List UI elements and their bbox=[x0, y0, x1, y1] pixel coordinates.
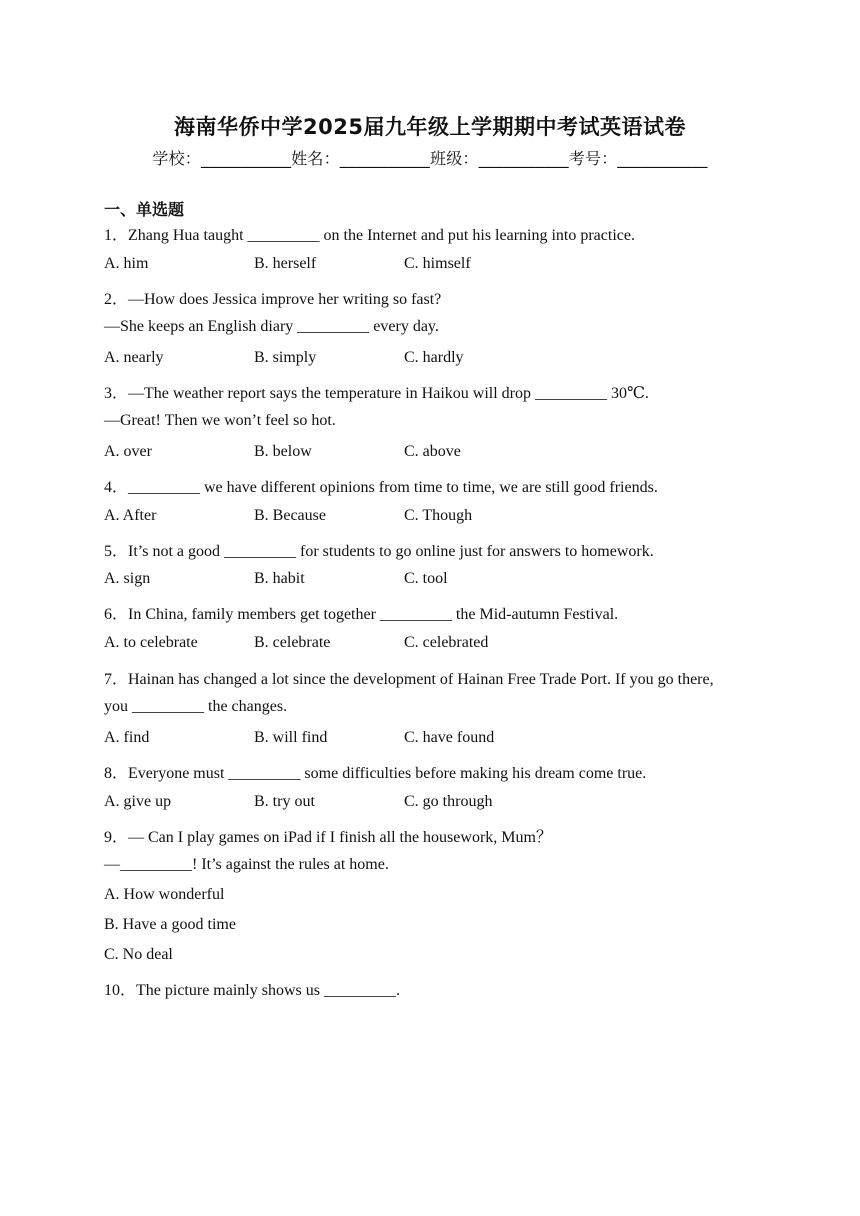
section-heading: 一、单选题 bbox=[104, 200, 185, 219]
question-8-option-a: A. give up bbox=[104, 793, 172, 810]
question-9-option-b: B. Have a good time bbox=[104, 916, 236, 933]
question-1-option-a: A. him bbox=[104, 255, 149, 272]
question-2-text-line2: —She keeps an English diary _________ every day. bbox=[104, 318, 439, 335]
question-4-option-c: C. Though bbox=[404, 507, 473, 524]
question-3-option-b: B. below bbox=[254, 443, 312, 460]
question-3-text: 3．—The weather report says the temperature in Haikou will drop _________ 30℃. bbox=[104, 385, 649, 402]
question-7-option-a: A. find bbox=[104, 729, 150, 746]
question-8-option-b: B. try out bbox=[254, 793, 315, 810]
question-3-option-a: A. over bbox=[104, 443, 152, 460]
question-10-text: 10．The picture mainly shows us _________. bbox=[104, 982, 400, 999]
question-5-option-b: B. habit bbox=[254, 570, 305, 587]
question-3-option-c: C. above bbox=[404, 443, 461, 460]
question-6-option-b: B. celebrate bbox=[254, 634, 331, 651]
question-3-text-line2: —Great! Then we won’t feel so hot. bbox=[104, 412, 336, 429]
question-7-text: 7．Hainan has changed a lot since the development of Hainan Free Trade Port. If you go there, bbox=[104, 671, 714, 688]
question-6-text: 6．In China, family members get together _________ the Mid-autumn Festival. bbox=[104, 606, 619, 623]
question-1-option-b: B. herself bbox=[254, 255, 317, 272]
question-1-text: 1．Zhang Hua taught _________ on the Internet and put his learning into practice. bbox=[104, 227, 635, 244]
question-2-option-a: A. nearly bbox=[104, 349, 164, 366]
page-title: 海南华侨中学2025届九年级上学期期中考试英语试卷 bbox=[174, 115, 686, 139]
question-5-option-a: A. sign bbox=[104, 570, 151, 587]
question-9-text-line2: —_________! It’s against the rules at home. bbox=[104, 856, 389, 873]
question-7-text-line2: you _________ the changes. bbox=[104, 698, 288, 715]
question-7-option-c: C. have found bbox=[404, 729, 495, 746]
question-2-option-b: B. simply bbox=[254, 349, 317, 366]
question-4-option-a: A. After bbox=[104, 507, 157, 524]
question-9-text: 9．— Can I play games on iPad if I finish all the housework, Mum？ bbox=[104, 829, 552, 846]
question-6-option-a: A. to celebrate bbox=[104, 634, 198, 651]
question-8-option-c: C. go through bbox=[404, 793, 493, 810]
question-7-option-b: B. will find bbox=[254, 729, 328, 746]
question-4-option-b: B. Because bbox=[254, 507, 326, 524]
student-info-line: 学校：___________姓名：___________班级：___________考号：___________ bbox=[152, 149, 708, 168]
question-9-option-c: C. No deal bbox=[104, 946, 173, 963]
question-1-option-c: C. himself bbox=[404, 255, 471, 272]
question-6-option-c: C. celebrated bbox=[404, 634, 489, 651]
question-5-text: 5．It’s not a good _________ for students to go online just for answers to homework. bbox=[104, 543, 654, 560]
question-4-text: 4．_________ we have different opinions from time to time, we are still good friends. bbox=[104, 479, 658, 496]
question-9-option-a: A. How wonderful bbox=[104, 886, 225, 903]
question-8-text: 8．Everyone must _________ some difficulties before making his dream come true. bbox=[104, 765, 647, 782]
question-2-option-c: C. hardly bbox=[404, 349, 464, 366]
question-5-option-c: C. tool bbox=[404, 570, 448, 587]
question-2-text: 2．—How does Jessica improve her writing so fast? bbox=[104, 291, 442, 308]
